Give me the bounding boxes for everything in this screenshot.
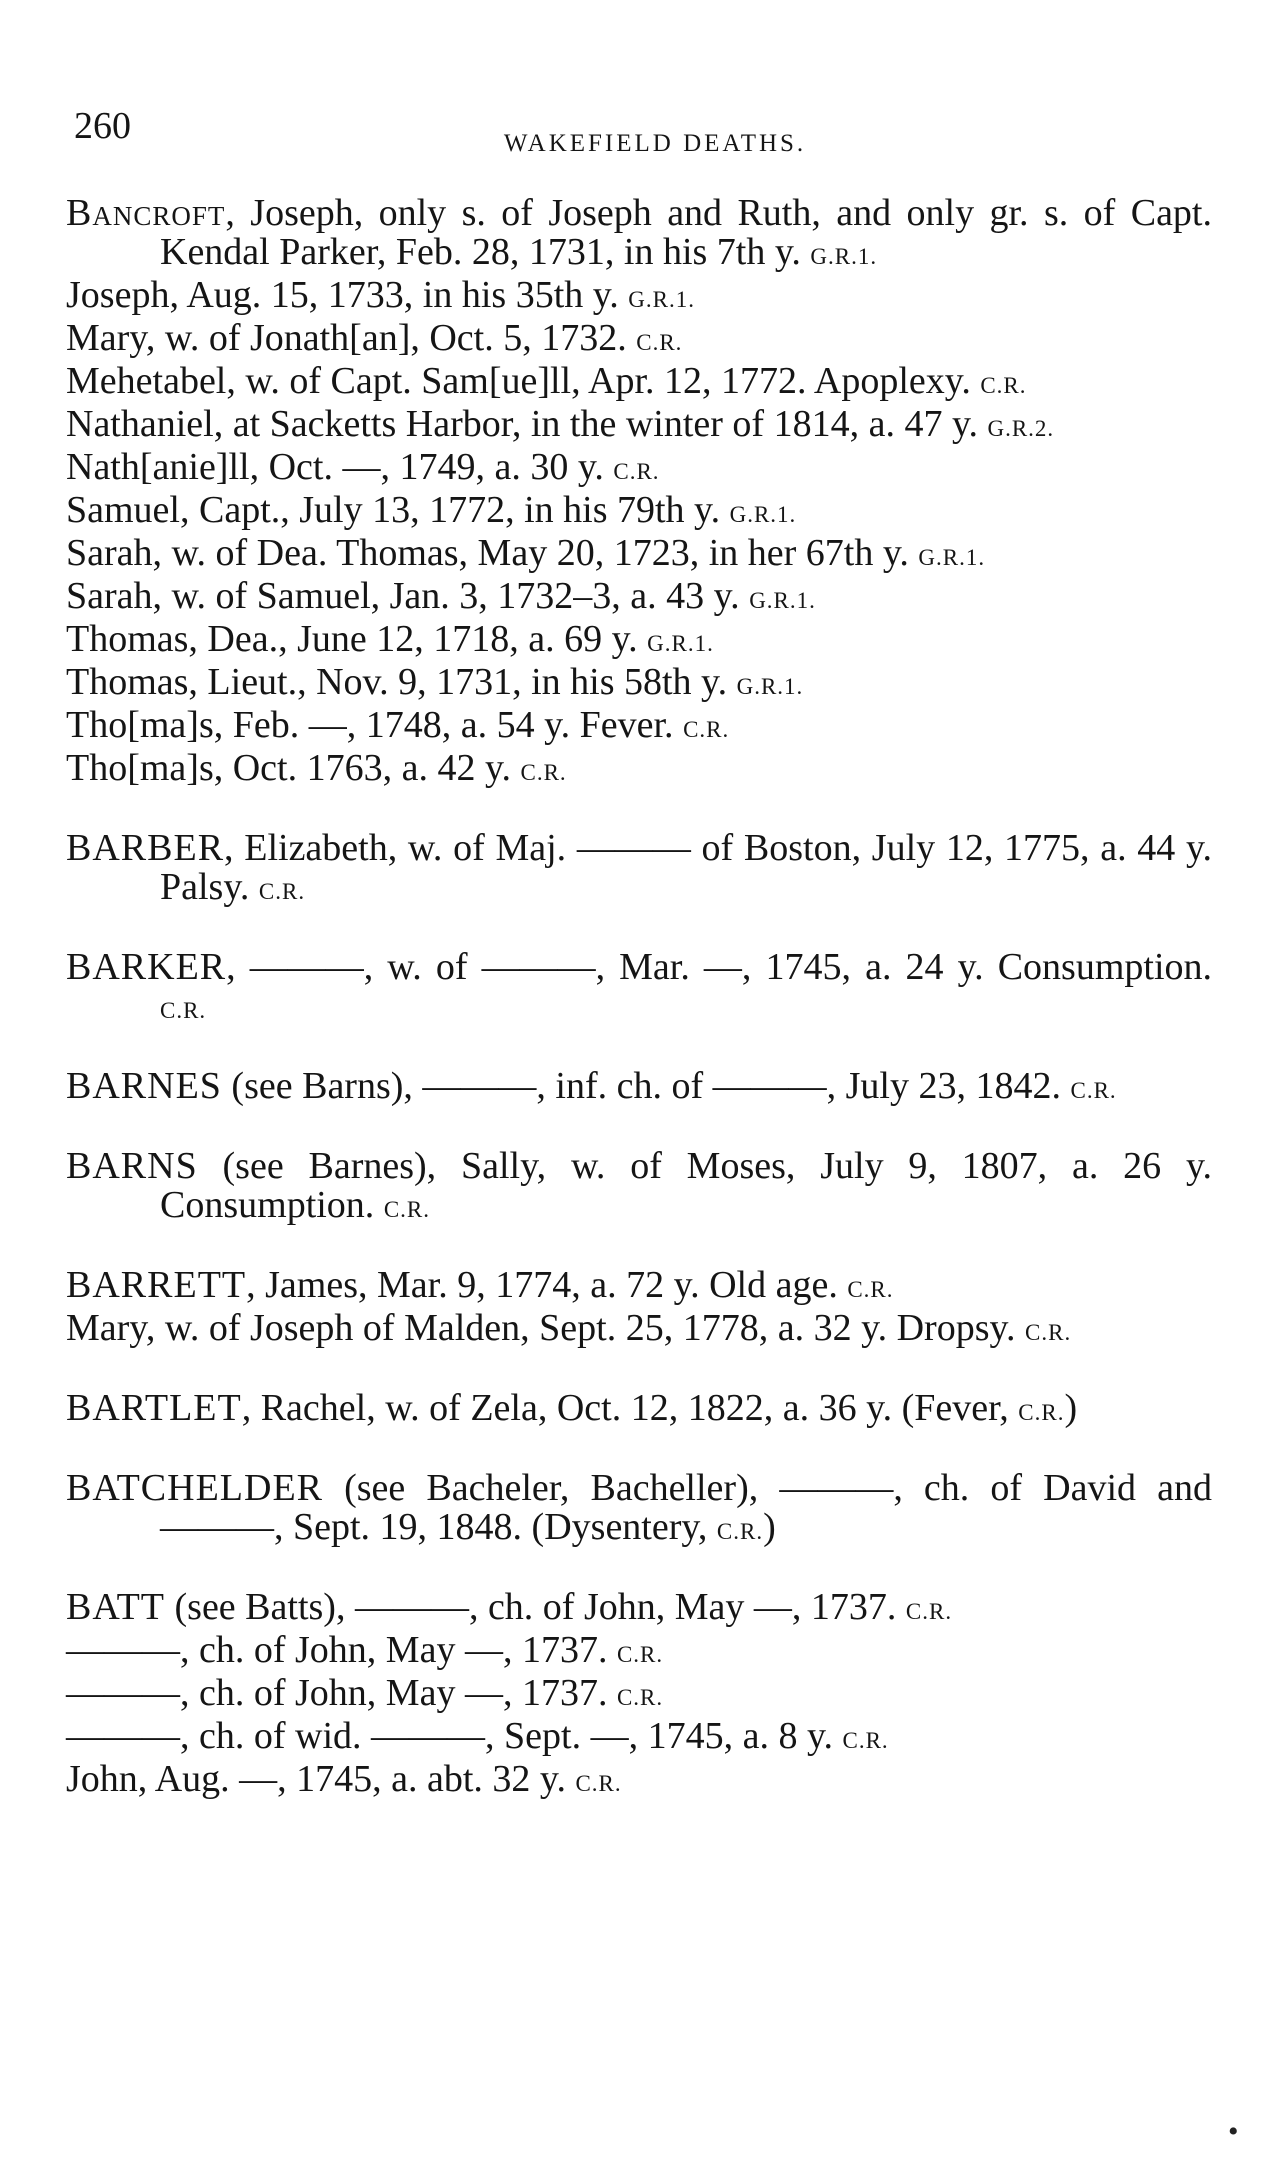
source-code: G.R.1. [749,588,816,613]
surname: BARNS [66,1145,198,1187]
surname: BARBER [66,827,225,869]
source-code: C.R. [258,879,306,904]
source-code: C.R. [1070,1078,1117,1103]
entry-barker [66,948,1212,1030]
source-code: C.R. [716,1519,764,1544]
entry-text: (see Bacheler, Bacheller), ———, ch. of David and ———, Sept. 19, 1848. (Dysentery, [160,1467,1212,1548]
entry-nathaniell-1749 [66,448,1212,491]
source-code: G.R.1. [729,502,797,527]
source-code: C.R. [842,1728,889,1753]
entry-sarah-1723 [66,534,1212,577]
closing-paren: ) [763,1506,776,1548]
entry-text: ———, ch. of John, May —, 1737. [66,1672,608,1714]
entry-samuel-1772 [66,491,1212,534]
entry-text: Nath[anie]ll, Oct. —, 1749, a. 30 y. [66,446,604,488]
entry-text: Samuel, Capt., July 13, 1772, in his 79th y. [66,489,721,531]
entry-barns [66,1147,1212,1229]
surname: BATT [66,1586,165,1628]
entry-bartlet [66,1389,1212,1432]
surname: BARRETT [66,1264,247,1306]
page-header [74,104,1206,164]
source-code: C.R. [1018,1400,1065,1425]
entry-barnes [66,1067,1212,1110]
entry-text: (see Barnes), Sally, w. of Moses, July 9, 1807, a. 26 y. Consumption. [160,1145,1212,1226]
entry-text: Thomas, Lieut., Nov. 9, 1731, in his 58th y. [66,661,728,703]
surname: BARNES [66,1065,222,1107]
source-code: C.R. [383,1197,430,1222]
entry-text: Mary, w. of Joseph of Malden, Sept. 25, 1778, a. 32 y. Dropsy. [66,1307,1016,1349]
entry-thomas-1763 [66,749,1212,792]
source-code: C.R. [613,459,660,484]
entry-barrett-james [66,1266,1212,1309]
entry-nathaniel-1814 [66,405,1212,448]
source-code: G.R.2. [987,416,1055,441]
source-code: C.R. [905,1599,953,1624]
source-code: C.R. [616,1642,664,1667]
source-code: G.R.1. [810,244,878,269]
entry-text: (see Batts), ———, ch. of John, May —, 1737. [165,1586,897,1628]
closing-paren: ) [1064,1387,1078,1429]
running-title: WAKEFIELD DEATHS. [503,130,807,157]
entry-sarah-1732 [66,577,1212,620]
entry-text: , Joseph, only s. of Joseph and Ruth, and only gr. s. of Capt. Kendal Parker, Feb. 28, 1731, in his 7th y. [160,192,1212,273]
surname: BARKER [66,946,227,988]
surname: Bancroft [66,192,226,234]
source-code: C.R. [847,1277,894,1302]
entry-text: (see Barns), ———, inf. ch. of ———, July 23, 1842. [221,1065,1061,1107]
source-code: C.R. [616,1685,664,1710]
surname: BARTLET [66,1387,242,1429]
surname: BATCHELDER [66,1467,323,1509]
entry-joseph-1733 [66,276,1212,319]
entry-text: Mary, w. of Jonath[an], Oct. 5, 1732. [66,317,627,359]
source-code: C.R. [575,1771,622,1796]
entry-text: Sarah, w. of Dea. Thomas, May 20, 1723, in her 67th y. [66,532,909,574]
source-code: C.R. [636,330,683,355]
entry-text: Tho[ma]s, Feb. —, 1748, a. 54 y. Fever. [66,704,674,746]
page-number: 260 [74,105,131,147]
entry-text: Mehetabel, w. of Capt. Sam[ue]ll, Apr. 12, 1772. Apoplexy. [66,360,971,402]
entry-text: Sarah, w. of Samuel, Jan. 3, 1732–3, a. 43 y. [66,575,740,617]
source-code: C.R. [980,373,1027,398]
entry-text: Nathaniel, at Sacketts Harbor, in the winter of 1814, a. 47 y. [66,403,978,445]
entry-thomas-1718 [66,620,1212,663]
source-code: C.R. [1025,1320,1072,1345]
source-code: C.R. [520,760,567,785]
entry-thomas-1748 [66,706,1212,749]
entry-text: John, Aug. —, 1745, a. abt. 32 y. [66,1758,566,1800]
entry-text: , Rachel, w. of Zela, Oct. 12, 1822, a. 36 y. (Fever, [241,1387,1009,1429]
entry-mary-1732 [66,319,1212,362]
entry-thomas-1731 [66,663,1212,706]
entry-text: Tho[ma]s, Oct. 1763, a. 42 y. [66,747,511,789]
entry-batt-child-2 [66,1674,1212,1717]
entry-batt [66,1588,1212,1631]
entry-barrett-mary [66,1309,1212,1352]
source-code: C.R. [160,998,207,1023]
entry-text: ———, ch. of wid. ———, Sept. —, 1745, a. 8 y. [66,1715,833,1757]
source-code: G.R.1. [736,674,804,699]
source-code: G.R.1. [647,631,714,656]
entry-batt-child-1 [66,1631,1212,1674]
entry-batchelder [66,1469,1212,1551]
entry-text: , ———, w. of ———, Mar. —, 1745, a. 24 y. Consumption. [226,946,1212,988]
source-code: C.R. [683,717,730,742]
print-speck: • [1228,2115,1239,2148]
source-code: G.R.1. [918,545,986,570]
entry-mehetabel-1772 [66,362,1212,405]
entry-text: ———, ch. of John, May —, 1737. [66,1629,608,1671]
entry-bancroft-joseph-1731 [66,194,1212,276]
entry-batt-child-3 [66,1717,1212,1760]
entry-text: , Elizabeth, w. of Maj. ——— of Boston, July 12, 1775, a. 44 y. Palsy. [160,827,1212,908]
death-records-list [66,194,1212,1803]
entry-text: Thomas, Dea., June 12, 1718, a. 69 y. [66,618,638,660]
entry-barber [66,829,1212,911]
source-code: G.R.1. [628,287,695,312]
entry-batt-john [66,1760,1212,1803]
entry-text: Joseph, Aug. 15, 1733, in his 35th y. [66,274,619,316]
entry-text: , James, Mar. 9, 1774, a. 72 y. Old age. [246,1264,838,1306]
